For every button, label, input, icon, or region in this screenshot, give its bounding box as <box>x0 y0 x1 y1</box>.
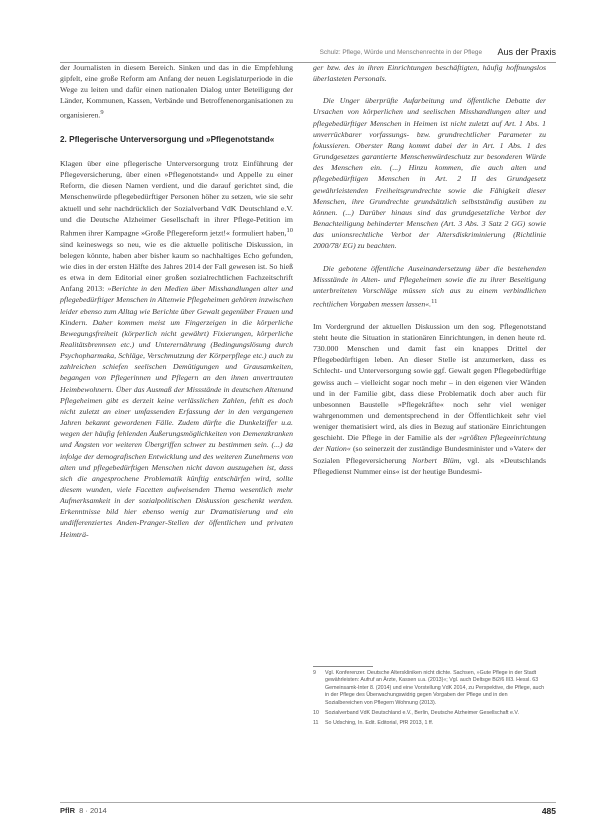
quotation: Die Unger überprüfte Aufarbeitung und öffentliche Debatte der Ursachen von körperlichen und seelischen Misshandlungen alter und pflegebedürftiger Menschen in Heimen ist nicht zuletzt auf Art. 1 Abs. 1 unverrückbarer vorfassungs- bzw. grundrechtlicher Parameter zu fokussieren. Oberster Rang kommt dabei der in Art. 1 Abs. 1 des Grundgesetzes garantierte Menschenwürdeschutz zur besonderen Würde des Menschen ein. (...) Hinzu kommen, die auch alten und pflegebedürftigen Menschen in Art. 2 II des Grundgesetz gewährleistenden Freiheitsgrundrechte sowie die Fähigkeit dieser Menschen, ihre Grundrechte grundsätzlich selbstständig ausüben zu können. (...) Darüber hinaus sind das grundgesetzliche Verbot der Benachteiligung behinderter Menschen (Art. 3 Abs. 3 Satz 2 GG) sowie das unionsrechtliche Verbot der Altersdiskriminierung (Richtlinie 2000/78/ EG) zu beachten. <box>313 96 546 251</box>
journal-name: PflR <box>60 806 75 815</box>
quotation: Die gebotene öffentliche Auseinandersetzung über die bestehenden Missstände in Alten- und Pflegeheimen sowie die zu ihrer Beseitigung unterbreiteten Vorschläge müssen sich aus zu einem verbindlichen rechtlichen Vorgaben messen lassen«.$^{11}$ <box>313 263 546 309</box>
right-column <box>313 62 546 477</box>
running-header <box>0 47 592 61</box>
journal-issue <box>60 806 107 815</box>
paragraph: Im Vordergrund der aktuellen Diskussion um den sog. Pflegenotstand steht heute die Situation in stationären Einrichtungen, in denen heute rd. 730.000 Menschen und damit fast ein knappes Drittel der Pflegebedürftigen leben. An dieser Stelle ist anzumerken, dass es Schlecht- und Unterversorgung sowie ggf. Gewalt gegen Pflegebedürftige gewiss auch – vielleicht sogar noch mehr – in den eigenen vier Wänden und in der Familie gibt, dass diese Problematik doch aber auch für unbesonnen Baustelle »Pflegekräfte« noch sehr viel weniger wahrgenommen und dementsprechend in der Öffentlichkeit sehr viel weniger thematisiert wird, als dies in Bezug auf stationäre Einrichtungen geschieht. Die Pflege in der Familie als der »größten Pflegeeinrichtung der Nation« (so seinerzeit der zuständige Bundesminister und »Vater« der Sozialen Pflegeversicherung Norbert Blüm, vgl. als »Deutschlands Pflegedienst Nummer eins« ist der heutige Bundesmi- <box>313 321 546 476</box>
footnote-text: So Udsching, In. Edit. Editorial, PfR 2013, 1 ff. <box>325 720 434 727</box>
footnote-number: 11 <box>313 720 319 727</box>
running-title: Schulz: Pflege, Würde und Menschenrechte in der Pflege <box>319 49 482 56</box>
footnote-ref[interactable]: 10 <box>286 226 293 234</box>
paragraph: Klagen über eine pflegerische Unterversorgung trotz Einführung der Pflegeversicherung, über einen »Pflegenotstand« und Appelle zu einer Reform, die diesen Namen verdient, und die darauf gerichtet sind, die Menschenwürde pflegebedürftiger Personen höher zu setzen, wie sie sehr aktuell und sehr nachdrücklich der Sozialverband VdK Deutschland e.V. und die Deutsche Alzheimer Gesellschaft in ihrer Pflege-Petition im Rahmen ihrer Kampagne »Große Pflegereform jetzt!« formuliert haben,$^{10}$ sind keineswegs so neu, wie es die aktuelle politische Diskussion, in belegen könnte, haben aber bisher kaum so nachhaltiges Echo gefunden, wie dies in der ersten Hälfte des Jahres 2014 der Fall gewesen ist. So hieß es etwa in dem Editorial einer großen sozialrechtlichen Fachzeitschrift Anfang 2013: »Berichte in den Medien über Misshandlungen alter und pflegebedürftiger Menschen in Altenwie Pflegeheimen gehören inzwischen leider ebenso zum Alltag wie Berichte über Gewalt gegenüber Frauen und Kindern. Daher kommen meist um Fingerzeigen in die körperliche Bewegungsfreiheit (körperlich nicht gewährt) Fixierungen, körperliche Realitätsbrennsen etc.) und Unterernährung (Bedingungslösung durch Psychopharmaka, Schläge, Verschmutzung der Körperpflege etc.) auch zu zahlreichen schiefen seelischen Demütigungen und Grausamkeiten, begangen von Pflegerinnen und Pflegern an den ihnen anvertrauten Heimbewohnern. Über das Ausmaß der Missstände in deutschen Altenund Pflegeheimen gibt es derzeit keine verlässlichen Zahlen, fehlt es doch nicht zuletzt an einer umfassenden Erfassung der in den vergangenen Jahren bekannt gewordenen Fälle. Zudem dürfte die Dunkelziffer u.a. wegen der häufig fehlenden Äußerungsmöglichkeiten von Demenzkranken und Ängsten vor weiteren Übergriffen schwer zu bestimmen sein. (...) da infolge der demografischen Entwicklung und des weiteren Zunehmens von alten und pflegebedürftigen Menschen nicht davon auszugehen ist, dass sich die angesprochene Problematik künftig entschärfen wird, sollte diesem wunden, viele Facetten aufweisenden Thema wesentlich mehr Aufmerksamkeit in der sozialpolitischen Diskussion geschenkt werden. Erkenntnisse bild hier ebenso wenig zur Dramatisierung und ein undifferenziertes Anden-Pranger-Stellen der öffentlichen und privaten Heimträ- <box>60 158 293 539</box>
footnote-ref[interactable]: 9 <box>100 108 104 116</box>
quotation: »Berichte in den Medien über Misshandlungen alter und pflegebedürftiger Menschen in Altenwie Pflegeheimen gehören inzwischen leider ebenso zum Alltag wie Berichte über Gewalt gegenüber Frauen und Kindern. Daher kommen meist um Fingerzeigen in die körperliche Bewegungsfreiheit (körperlich nicht gewährt) Fixierungen, körperliche Realitätsbrennsen etc.) und Unterernährung (Bedingungslösung durch Psychopharmaka, Schläge, Verschmutzung der Körperpflege etc.) auch zu zahlreichen schiefen seelischen Demütigungen und Grausamkeiten, begangen von Pflegerinnen und Pflegern an den ihnen anvertrauten Heimbewohnern. Über das Ausmaß der Missstände in deutschen Altenund Pflegeheimen gibt es derzeit keine verlässlichen Zahlen, fehlt es doch nicht zuletzt an einer umfassenden Erfassung der in den vergangenen Jahren bekannt gewordenen Fälle. Zudem dürfte die Dunkelziffer u.a. wegen der häufig fehlenden Äußerungsmöglichkeiten von Demenzkranken und Ängsten vor weiteren Übergriffen schwer zu bestimmen sein. (...) da infolge der demografischen Entwicklung und des weiteren Zunehmens von alten und pflegebedürftigen Menschen nicht davon auszugehen ist, dass sich die angesprochene Problematik künftig entschärfen wird, sollte diesem wunden, viele Facetten aufweisenden Thema wesentlich mehr Aufmerksamkeit in der sozialpolitischen Diskussion geschenkt werden. Erkenntnisse bild hier ebenso wenig zur Dramatisierung und ein undifferenziertes Anden-Pranger-Stellen der öffentlichen und privaten Heimträ- <box>60 284 293 539</box>
footnote-number: 10 <box>313 710 319 717</box>
issue-label: 8 · 2014 <box>79 806 107 815</box>
footnote-text: Vgl. Konferenzer. Deutsche Alterskliniken nicht dichte. Sachsen, »Gute Pflege in der Stadt gewährleisten: Aufruf an Ärzte, Kassen u.a. (2013)«; Vgl. auch Deltsge Bi2/6 III3. Hessl. 63 Gemeinsamk-Inter 8. (2014) und eine Vorstellung VdK 2014, zu Perspektive, die Pflege, auch in der Pflege des Überwachungswidrig gegen Vorgaben der Pflege und in den Sozialbereichen von Pflegern Wohnung (2013). <box>325 670 545 706</box>
footer-rule <box>60 802 556 803</box>
footnote-text: Sozialverband VdK Deutschland e.V., Berlin, Deutsche Alzheimer Gesellschaft e.V. <box>325 710 519 717</box>
footnote-rule <box>313 666 373 667</box>
page-number: 485 <box>541 806 556 816</box>
quotation: ger bzw. des in ihren Einrichtungen beschäftigten, häufig hoffnungslos überlasteten Personals. <box>313 63 546 84</box>
paragraph: der Journalisten in diesem Bereich. Sinken und das in die Empfehlung gipfelt, eine große Reform am Anfang der neuen Legislaturperiode in die Wege zu leiten und dafür einen nationalen Dialog unter Beteiligung der Länder, Kommunen, Kassen, Verbände und Betroffenenorganisationen zu organisieren.$^9$ <box>60 63 293 120</box>
footnote-number: 9 <box>313 670 316 676</box>
left-column <box>60 62 293 540</box>
footnotes <box>313 670 546 731</box>
footnote <box>313 710 546 717</box>
section-title: Aus der Praxis <box>497 47 556 57</box>
footnote-ref[interactable]: 11 <box>431 297 438 305</box>
footnote <box>313 720 546 727</box>
footnote <box>313 670 546 707</box>
section-heading: 2. Pflegerische Unterversorgung und »Pflegenotstand« <box>60 135 275 145</box>
